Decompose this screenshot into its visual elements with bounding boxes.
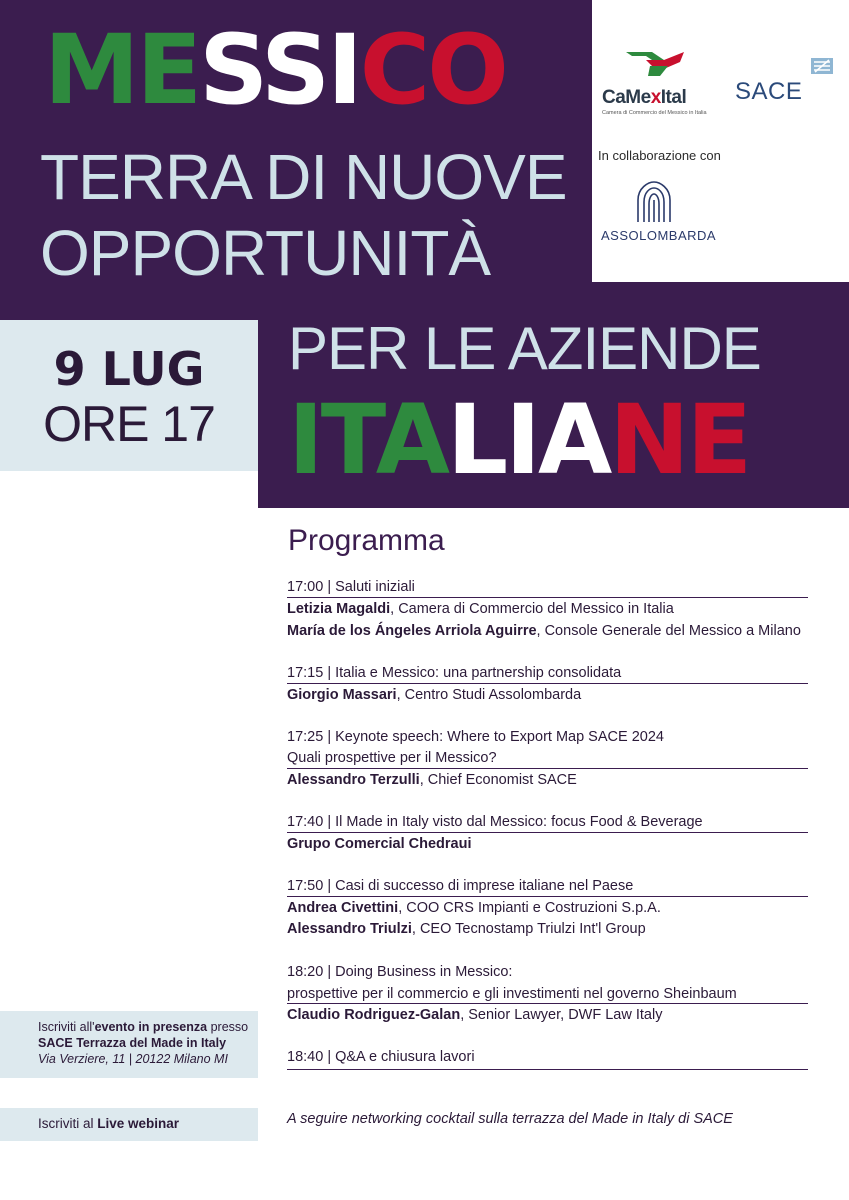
title-italiane-white: LIA (447, 384, 610, 496)
speaker-name: Giorgio Massari (287, 687, 397, 703)
registration-line (38, 1019, 248, 1035)
title-messico-green: ME (44, 14, 200, 126)
divider (287, 683, 808, 684)
program-speaker (287, 920, 646, 938)
title-italiane-green: ITA (288, 384, 448, 496)
divider (287, 597, 808, 598)
assolombarda-mark-icon (628, 178, 680, 224)
speaker-role: , Centro Studi Assolombarda (396, 687, 582, 703)
registration-text: presso (207, 1020, 249, 1034)
camexital-name-part: Ital (660, 87, 687, 108)
program-item-time: 18:40 | Q&A e chiusura lavori (287, 1049, 475, 1065)
program-item-time: 17:15 | Italia e Messico: una partnership consolidata (287, 665, 622, 681)
subtitle-line-2: OPPORTUNITÀ (40, 217, 491, 289)
speaker-name: Andrea Civettini (287, 900, 399, 916)
program-item-subtitle: prospettive per il commercio e gli investimenti nel governo Sheinbaum (287, 986, 737, 1002)
speaker-role: , Camera di Commercio del Messico in Italia (390, 601, 674, 617)
camexital-tagline: Camera di Commercio del Messico in Italia (602, 110, 707, 116)
speaker-role: , CEO Tecnostamp Triulzi Int'l Group (411, 921, 646, 937)
title-messico (44, 14, 506, 126)
programma-title: Programma (288, 524, 445, 557)
program-speaker (287, 600, 674, 618)
program-item-time: 18:20 | Doing Business in Messico: (287, 964, 513, 980)
camexital-mark-icon (624, 46, 686, 80)
program-speaker (287, 686, 581, 704)
speaker-role: , Senior Lawyer, DWF Law Italy (460, 1007, 663, 1023)
divider (287, 832, 808, 833)
title-italiane (288, 384, 750, 496)
speaker-role: , Console Generale del Messico a Milano (536, 623, 801, 639)
speaker-name: Grupo Comercial Chedraui (287, 836, 472, 852)
event-time: ORE 17 (43, 396, 215, 452)
divider (287, 1069, 808, 1070)
webinar-line (38, 1116, 179, 1131)
title-messico-red: CO (359, 14, 506, 126)
program-speaker (287, 899, 661, 917)
registration-text: Iscriviti all' (38, 1020, 95, 1034)
subtitle-line-3: PER LE AZIENDE (288, 315, 761, 382)
closing-note: A seguire networking cocktail sulla terrazza del Made in Italy di SACE (287, 1111, 733, 1127)
divider (287, 1003, 808, 1004)
registration-link-in-person[interactable]: evento in presenza (94, 1020, 208, 1034)
registration-venue: SACE Terrazza del Made in Italy (38, 1036, 227, 1050)
program-item-time: 17:00 | Saluti iniziali (287, 579, 415, 595)
event-date: 9 LUG (53, 342, 205, 396)
camexital-name-part: CaMe (602, 87, 651, 108)
speaker-role: , Chief Economist SACE (419, 772, 577, 788)
subtitle-line-1: TERRA DI NUOVE (40, 141, 567, 213)
program-speaker (287, 1006, 662, 1024)
speaker-name: Claudio Rodriguez-Galan (287, 1007, 461, 1023)
title-messico-white: SSI (199, 14, 360, 126)
program-item-time: 17:25 | Keynote speech: Where to Export Map SACE 2024 (287, 729, 664, 745)
speaker-name: Alessandro Terzulli (287, 772, 420, 788)
program-speaker (287, 771, 577, 789)
title-italiane-red: NE (609, 384, 750, 496)
divider (287, 768, 808, 769)
webinar-link[interactable]: Live webinar (97, 1116, 180, 1131)
program-speaker (287, 835, 472, 853)
assolombarda-name: ASSOLOMBARDA (601, 228, 717, 243)
program-item-time: 17:50 | Casi di successo di imprese italiane nel Paese (287, 878, 634, 894)
program-speaker (287, 622, 801, 640)
webinar-text: Iscriviti al (38, 1116, 98, 1131)
speaker-name: Letizia Magaldi (287, 601, 391, 617)
program-item-subtitle: Quali prospettive per il Messico? (287, 750, 497, 766)
speaker-name: María de los Ángeles Arriola Aguirre (287, 623, 537, 639)
registration-address: Via Verziere, 11 | 20122 Milano MI (38, 1052, 228, 1066)
program-item-time: 17:40 | Il Made in Italy visto dal Messico: focus Food & Beverage (287, 814, 703, 830)
collaboration-label: In collaborazione con (598, 148, 721, 163)
divider (287, 896, 808, 897)
speaker-role: , COO CRS Impianti e Costruzioni S.p.A. (398, 900, 661, 916)
sace-name: SACE (735, 78, 803, 105)
camexital-logo (602, 46, 722, 116)
camexital-name-x: x (650, 87, 661, 108)
speaker-name: Alessandro Triulzi (287, 921, 412, 937)
sace-mark-icon (811, 58, 833, 74)
